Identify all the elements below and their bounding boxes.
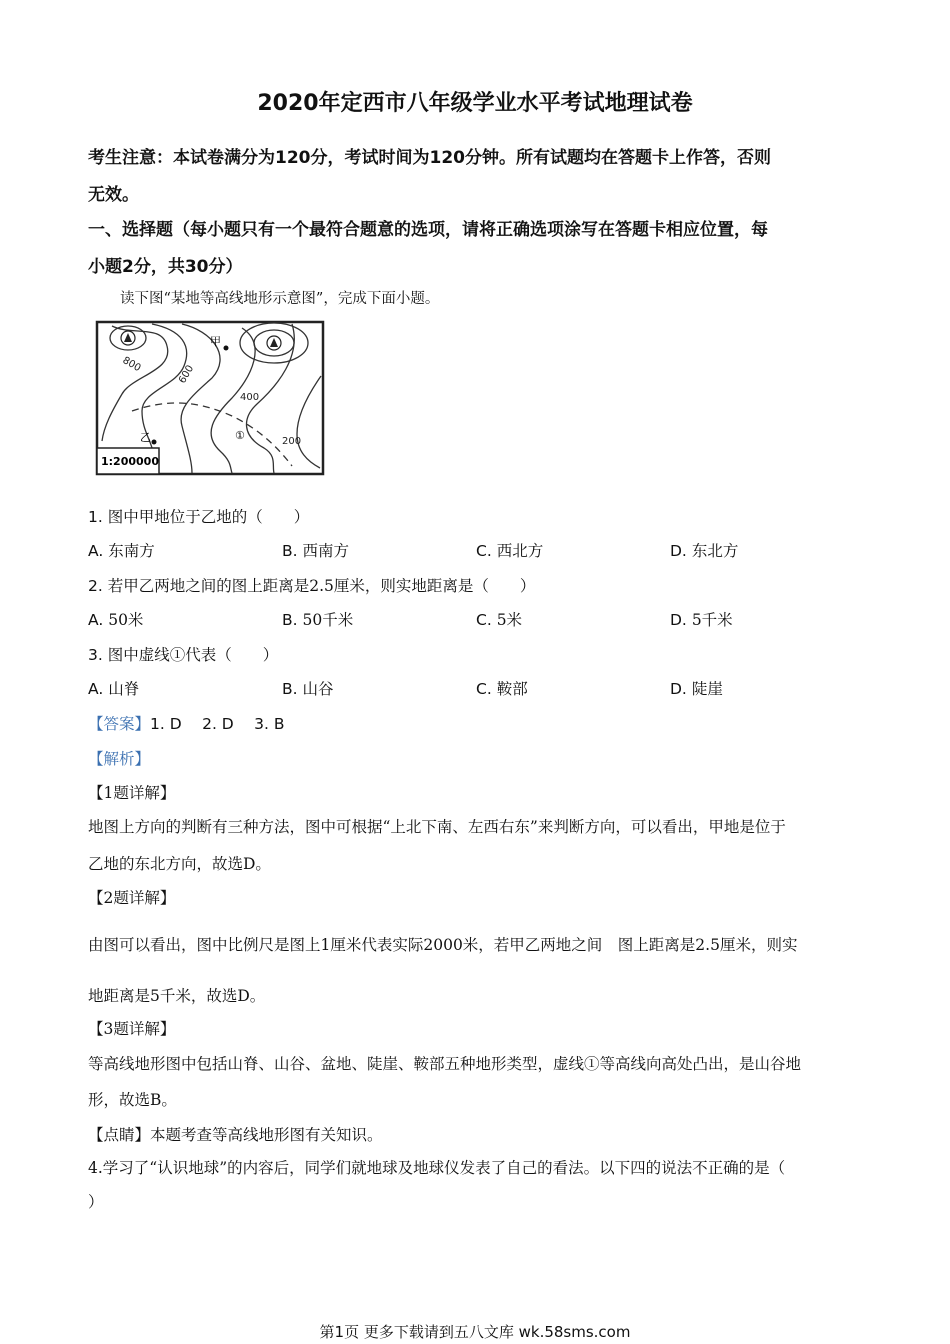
detail-1-line-2: 乙地的东北方向，故选D。 (88, 855, 271, 873)
q1-option-c: C. 西北方 (476, 542, 544, 560)
q3-option-b: B. 山谷 (282, 680, 334, 698)
label-jia: 甲 (210, 335, 221, 348)
analysis-label: 【解析】 (88, 750, 151, 768)
notice-line-2: 无效。 (88, 185, 139, 205)
detail-1-heading: 【1题详解】 (88, 784, 176, 802)
point-jia (224, 346, 229, 351)
question-3 (88, 643, 278, 665)
answer-line (88, 712, 285, 734)
q2-option-a: A. 50米 (88, 611, 144, 629)
label-yi: 乙 (140, 431, 151, 444)
question-text: 图中甲地位于乙地的（ ） (107, 508, 310, 526)
page-footer: 第1页 更多下载请到五八文库 wk.58sms.com (319, 1323, 631, 1341)
detail-2-heading: 【2题详解】 (88, 889, 176, 907)
q3-option-d: D. 陡崖 (670, 680, 723, 698)
point-yi (152, 440, 157, 445)
question-1 (88, 505, 309, 527)
scale-label: 1:200000 (101, 455, 159, 468)
q2-option-c: C. 5米 (476, 611, 523, 629)
detail-3-heading: 【3题详解】 (88, 1020, 176, 1038)
contour-label-400: 400 (240, 392, 260, 403)
dianjing-text: 本题考查等高线地形图有关知识。 (150, 1126, 383, 1144)
question-number: 2. (88, 577, 103, 595)
question-4-line-1: 4.学习了“认识地球”的内容后，同学们就地球及地球仪发表了自己的看法。以下四的说法不正确的是（ (88, 1159, 786, 1177)
q1-option-b: B. 西南方 (282, 542, 350, 560)
question-number: 1. (88, 508, 103, 526)
question-2 (88, 574, 535, 596)
q1-option-a: A. 东南方 (88, 542, 155, 560)
detail-2-line-1: 由图可以看出，图中比例尺是图上1厘米代表实际2000米，若甲乙两地之间 图上距离是2.5厘米，则实 (88, 936, 798, 954)
notice-line-1: 考生注意：本试卷满分为120分，考试时间为120分钟。所有试题均在答题卡上作答，否则 (88, 148, 771, 168)
dianjing-label: 【点睛】 (88, 1126, 151, 1144)
contour-label-600: 600 (177, 363, 197, 386)
q3-option-a: A. 山脊 (88, 680, 140, 698)
question-number: 3. (88, 646, 103, 664)
page-title: 2020年定西市八年级学业水平考试地理试卷 (257, 91, 693, 116)
answer-text: 1. D 2. D 3. B (150, 715, 285, 733)
q2-option-b: B. 50千米 (282, 611, 354, 629)
answer-label: 【答案】 (88, 715, 151, 733)
contour-map (92, 316, 328, 478)
detail-3-line-1: 等高线地形图中包括山脊、山谷、盆地、陡崖、鞍部五种地形类型，虚线①等高线向高处凸出，是山谷地 (88, 1055, 802, 1073)
section1-line-1: 一、选择题（每小题只有一个最符合题意的选项，请将正确选项涂写在答题卡相应位置，每 (88, 220, 768, 240)
detail-1-line-1: 地图上方向的判断有三种方法，图中可根据“上北下南、左西右东”来判断方向，可以看出，甲地是位于 (88, 818, 786, 836)
contour-label-200: 200 (282, 436, 302, 447)
label-dashed-marker: ① (235, 429, 245, 442)
section1-line-2: 小题2分，共30分） (88, 257, 243, 277)
question-4-line-2: ） (88, 1193, 104, 1211)
dianjing-line (88, 1123, 383, 1145)
detail-3-line-2: 形，故选B。 (88, 1091, 177, 1109)
q1-option-d: D. 东北方 (670, 542, 739, 560)
question-text: 若甲乙两地之间的图上距离是2.5厘米，则实地距离是（ ） (107, 577, 536, 595)
contour-label-800: 800 (120, 355, 143, 375)
q3-option-c: C. 鞍部 (476, 680, 528, 698)
detail-2-line-2: 地距离是5千米，故选D。 (88, 987, 266, 1005)
question-text: 图中虚线①代表（ ） (107, 646, 279, 664)
q2-option-d: D. 5千米 (670, 611, 733, 629)
intro-text: 读下图“某地等高线地形示意图”，完成下面小题。 (120, 291, 440, 307)
